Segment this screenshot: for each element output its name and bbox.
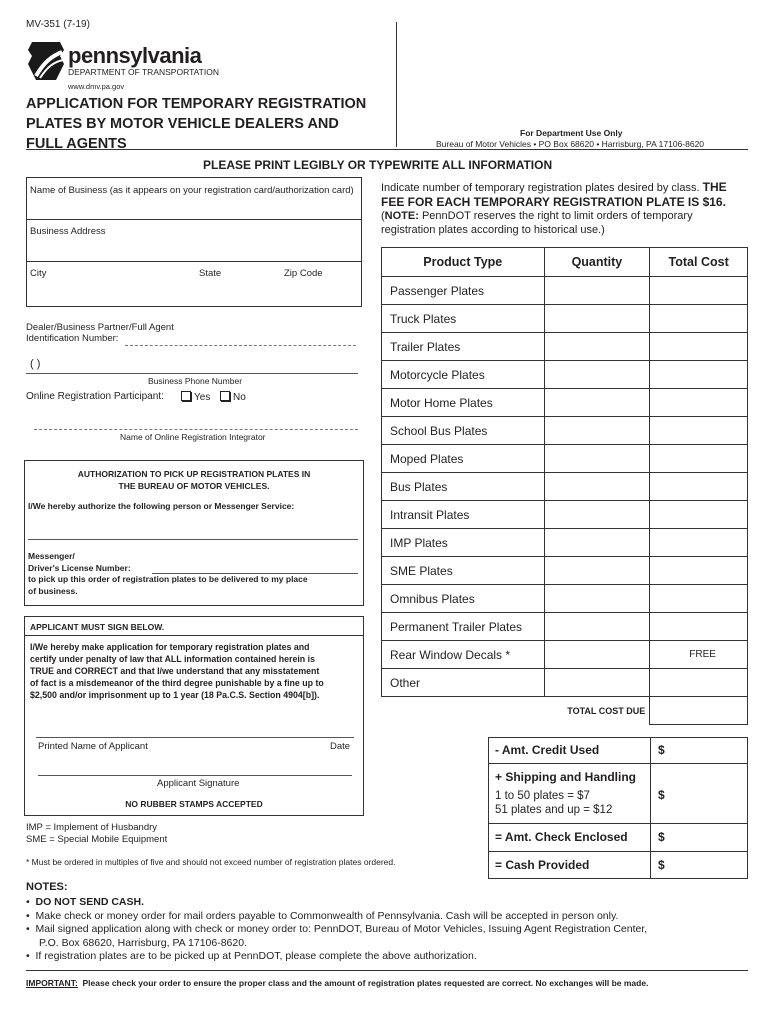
table-row <box>382 361 748 389</box>
total-cost-field[interactable] <box>650 473 748 501</box>
checkbox-icon <box>220 391 230 401</box>
online-yes-checkbox[interactable]: Yes <box>181 391 210 403</box>
phone-area-code: ( ) <box>30 358 41 370</box>
note-item-continued: P.O. Box 68620, Harrisburg, PA 17106-8620. <box>39 936 247 949</box>
authorized-person-field[interactable] <box>28 539 358 540</box>
total-due-row <box>382 697 748 725</box>
state-label: State <box>199 268 222 279</box>
product-type-cell: Other <box>382 669 545 697</box>
form-title: APPLICATION FOR TEMPORARY REGISTRATION PLATES BY MOTOR VEHICLE DEALERS AND FULL AGENTS <box>26 96 367 152</box>
phone-label: Business Phone Number <box>148 376 243 386</box>
zip-label: Zip Code <box>284 268 323 279</box>
total-cost-field[interactable] <box>650 361 748 389</box>
online-participant-label: Online Registration Participant: <box>26 391 164 402</box>
total-cost-field[interactable] <box>650 445 748 473</box>
online-no-checkbox[interactable]: No <box>220 391 246 403</box>
note-item: • DO NOT SEND CASH. <box>26 896 145 908</box>
product-type-cell: IMP Plates <box>382 529 545 557</box>
check-enclosed-label: = Amt. Check Enclosed <box>495 830 628 844</box>
dealer-id-field[interactable] <box>125 345 356 346</box>
notes-list <box>26 896 756 964</box>
table-header-row <box>382 248 748 277</box>
table-row <box>382 501 748 529</box>
cash-provided-label: = Cash Provided <box>495 858 590 872</box>
phone-field[interactable] <box>26 373 358 374</box>
notes-title: NOTES: <box>26 881 68 893</box>
quantity-field[interactable] <box>544 473 650 501</box>
business-name-label: Name of Business (as it appears on your registration card/authorization card) <box>30 185 354 196</box>
table-row <box>382 557 748 585</box>
quantity-field[interactable] <box>544 277 650 305</box>
logo-department: DEPARTMENT OF TRANSPORTATION <box>68 67 219 77</box>
total-cost-field[interactable] <box>650 389 748 417</box>
city-state-zip-field[interactable] <box>28 280 358 304</box>
quantity-field[interactable] <box>544 417 650 445</box>
table-row <box>382 473 748 501</box>
note-item: • Make check or money order for mail orders payable to Commonwealth of Pennsylvania. Cash will be accepted in person only. <box>26 909 619 922</box>
product-type-cell: Motor Home Plates <box>382 389 545 417</box>
shipping-label: + Shipping and Handling <box>495 770 636 784</box>
business-name-field[interactable] <box>28 197 358 217</box>
product-type-cell: School Bus Plates <box>382 417 545 445</box>
authorization-title: AUTHORIZATION TO PICK UP REGISTRATION PLATES IN THE BUREAU OF MOTOR VEHICLES. <box>77 469 311 491</box>
quantity-field[interactable] <box>544 529 650 557</box>
header-product-type: Product Type <box>382 248 545 277</box>
total-cost-field[interactable] <box>650 417 748 445</box>
city-label: City <box>30 268 47 279</box>
form-number: MV-351 (7-19) <box>26 19 90 30</box>
messenger-label: Messenger/ Driver's License Number: to pick up this order of registration plates to be delivered to my place of business. <box>28 551 308 596</box>
header-rule <box>26 149 748 150</box>
table-row <box>382 389 748 417</box>
total-cost-field[interactable] <box>650 557 748 585</box>
table-row <box>382 333 748 361</box>
dealer-id-label: Dealer/Business Partner/Full Agent Identification Number: <box>26 322 174 344</box>
check-enclosed-field[interactable]: $ <box>658 830 665 844</box>
table-row <box>382 641 748 669</box>
dept-use-label: For Department Use Only <box>520 128 623 138</box>
product-type-cell: Rear Window Decals * <box>382 641 545 669</box>
table-row <box>382 445 748 473</box>
table-row <box>382 613 748 641</box>
quantity-field[interactable] <box>544 557 650 585</box>
print-legibly: PLEASE PRINT LEGIBLY OR TYPEWRITE ALL INFORMATION <box>203 158 553 172</box>
logo-url: www.dmv.pa.gov <box>68 82 125 91</box>
table-row <box>382 277 748 305</box>
total-cost-field[interactable] <box>650 529 748 557</box>
header-quantity: Quantity <box>544 248 650 277</box>
printed-name-field[interactable] <box>36 737 354 738</box>
total-cost-field[interactable] <box>650 305 748 333</box>
plates-intro: Indicate number of temporary registration plates desired by class. THE FEE FOR EACH TEMPORARY REGISTRATION PLATE IS $16. (NOTE: PennDOT reserves the right to limit orders of temporary registration plates according to historical use.) <box>381 180 727 236</box>
product-table <box>381 247 748 725</box>
product-type-cell: Omnibus Plates <box>382 585 545 613</box>
table-row <box>382 417 748 445</box>
authorization-text: I/We hereby authorize the following person or Messenger Service: <box>28 501 295 511</box>
note-item: • Mail signed application along with check or money order to: PennDOT, Bureau of Motor Vehicles, Issuing Agent Registration Center, <box>26 923 648 935</box>
total-due-label: TOTAL COST DUE <box>382 697 650 725</box>
credit-used-label: - Amt. Credit Used <box>495 743 600 757</box>
business-address-label: Business Address <box>30 226 106 237</box>
quantity-field[interactable] <box>544 501 650 529</box>
business-address-field[interactable] <box>28 238 358 258</box>
integrator-field[interactable] <box>34 429 358 430</box>
table-row <box>382 669 748 697</box>
product-type-cell: Bus Plates <box>382 473 545 501</box>
total-cost-field[interactable] <box>650 333 748 361</box>
dept-use-address: Bureau of Motor Vehicles • PO Box 68620 • Harrisburg, PA 17106-8620 <box>436 139 705 149</box>
table-row <box>382 529 748 557</box>
total-cost-field[interactable] <box>650 585 748 613</box>
quantity-field[interactable] <box>544 389 650 417</box>
total-cost-field[interactable] <box>650 277 748 305</box>
total-cost-field[interactable] <box>650 613 748 641</box>
credit-used-field[interactable]: $ <box>658 743 665 757</box>
sign-title: APPLICANT MUST SIGN BELOW. <box>30 622 165 632</box>
drivers-license-field[interactable] <box>152 573 358 574</box>
header-divider <box>396 22 397 147</box>
product-type-cell: Motorcycle Plates <box>382 361 545 389</box>
date-label: Date <box>330 741 351 752</box>
quantity-field[interactable] <box>544 585 650 613</box>
certification-text: I/We hereby make application for temporary registration plates and certify under penalty of law that ALL information contained herein is TRUE and CORRECT and that I/we understand that any misstatement of fact is a misdemeanor of the third degree punishable by a fine up to $2,500 and/or imprisonment up to 1 year (18 Pa.C.S. Section 4904[b]). <box>30 642 324 700</box>
quantity-field[interactable] <box>544 641 650 669</box>
quantity-field[interactable] <box>544 445 650 473</box>
table-row <box>382 305 748 333</box>
product-type-cell: SME Plates <box>382 557 545 585</box>
quantity-field[interactable] <box>544 361 650 389</box>
shipping-field[interactable]: $ <box>658 788 665 802</box>
note-item: • If registration plates are to be picked up at PennDOT, please complete the above authorization. <box>26 950 477 962</box>
product-type-cell: Permanent Trailer Plates <box>382 613 545 641</box>
signature-label: Applicant Signature <box>157 778 240 789</box>
table-row <box>382 585 748 613</box>
quantity-field[interactable] <box>544 613 650 641</box>
important-note: IMPORTANT: Please check your order to ensure the proper class and the amount of registration plates requested are correct. No exchanges will be made. <box>26 978 649 988</box>
total-due-field[interactable] <box>650 697 748 725</box>
total-cost-field: FREE <box>650 641 748 669</box>
quantity-field[interactable] <box>544 669 650 697</box>
checkbox-icon <box>181 391 191 401</box>
total-cost-field[interactable] <box>650 669 748 697</box>
cash-provided-field[interactable]: $ <box>658 858 665 872</box>
printed-name-label: Printed Name of Applicant <box>38 741 148 752</box>
multiples-note: * Must be ordered in multiples of five and should not exceed number of registration plates ordered. <box>26 857 396 867</box>
product-type-cell: Intransit Plates <box>382 501 545 529</box>
product-type-cell: Passenger Plates <box>382 277 545 305</box>
shipping-rates: 1 to 50 plates = $7 51 plates and up = $12 <box>495 790 613 816</box>
integrator-label: Name of Online Registration Integrator <box>120 432 266 442</box>
product-type-cell: Truck Plates <box>382 305 545 333</box>
signature-field[interactable] <box>38 775 352 776</box>
quantity-field[interactable] <box>544 305 650 333</box>
abbreviations: IMP = Implement of Husbandry SME = Special Mobile Equipment <box>26 822 168 845</box>
product-type-cell: Trailer Plates <box>382 333 545 361</box>
header-total-cost: Total Cost <box>650 248 748 277</box>
keystone-logo-icon <box>26 40 66 82</box>
logo-state-name: pennsylvania <box>68 43 202 68</box>
total-cost-field[interactable] <box>650 501 748 529</box>
product-type-cell: Moped Plates <box>382 445 545 473</box>
quantity-field[interactable] <box>544 333 650 361</box>
no-rubber-stamps: NO RUBBER STAMPS ACCEPTED <box>125 799 263 809</box>
